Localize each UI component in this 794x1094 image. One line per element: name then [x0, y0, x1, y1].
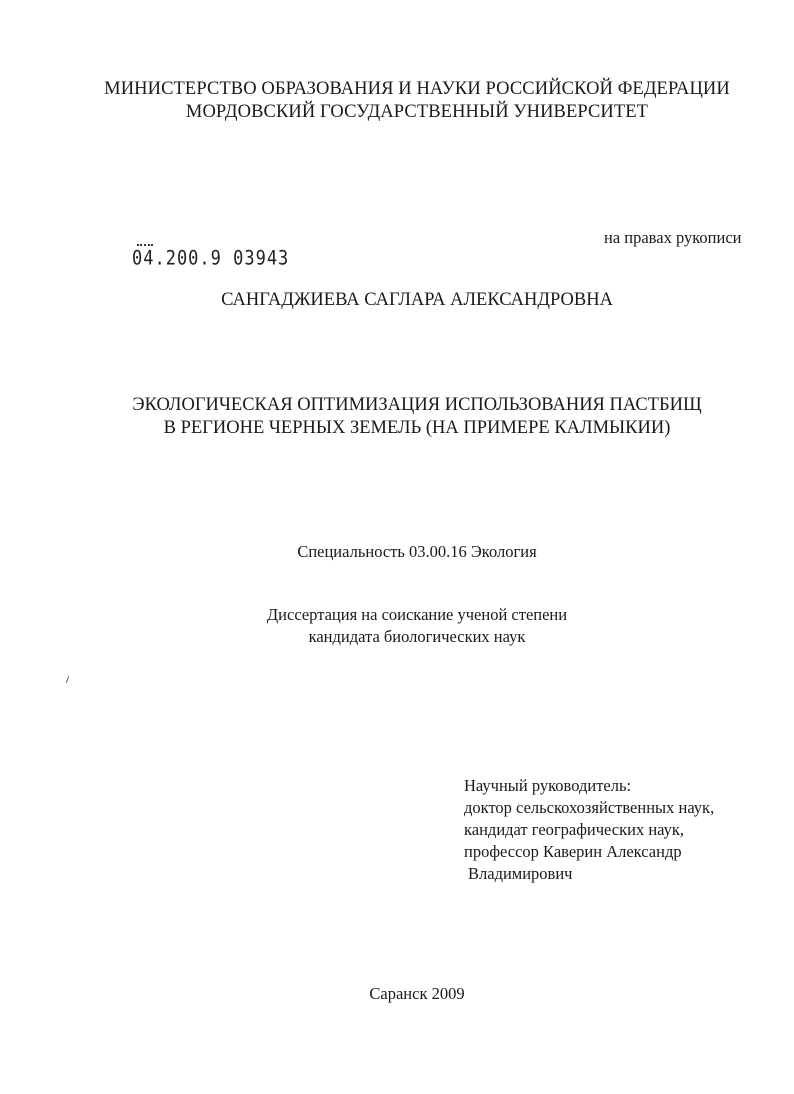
title-line-2: В РЕГИОНЕ ЧЕРНЫХ ЗЕМЕЛЬ (НА ПРИМЕРЕ КАЛМЫКИИ)	[163, 418, 671, 438]
supervisor-name-line: профессор Каверин Александр	[464, 842, 682, 861]
ministry-header	[40, 78, 794, 124]
degree-statement	[40, 604, 794, 648]
supervisor-degree-2: кандидат географических наук,	[464, 820, 685, 839]
dissertation-title	[40, 394, 794, 440]
scan-mark-icon	[66, 676, 69, 683]
supervisor-patronymic: Владимирович	[468, 864, 573, 883]
title-line-1: ЭКОЛОГИЧЕСКАЯ ОПТИМИЗАЦИЯ ИСПОЛЬЗОВАНИЯ ПАСТБИЩ	[132, 395, 702, 415]
university-line: МОРДОВСКИЙ ГОСУДАРСТВЕННЫЙ УНИВЕРСИТЕТ	[185, 102, 649, 122]
degree-line-1: Диссертация на соискание ученой степени	[266, 605, 568, 624]
degree-line-2: кандидата биологических наук	[308, 627, 526, 646]
specialty: Специальность 03.00.16 Экология	[297, 542, 537, 561]
supervisor-block	[464, 775, 714, 885]
ministry-line: МИНИСТЕРСТВО ОБРАЗОВАНИЯ И НАУКИ РОССИЙСКОЙ ФЕДЕРАЦИИ	[104, 79, 730, 99]
author-name: САНГАДЖИЕВА САГЛАРА АЛЕКСАНДРОВНА	[221, 290, 613, 310]
manuscript-rights-note: на правах рукописи	[604, 228, 742, 247]
supervisor-heading: Научный руководитель:	[464, 776, 632, 795]
city-year: Саранск 2009	[369, 984, 465, 1003]
registry-stamp-number: 04.200.9 03943	[132, 247, 290, 270]
supervisor-degree-1: доктор сельскохозяйственных наук,	[464, 798, 715, 817]
